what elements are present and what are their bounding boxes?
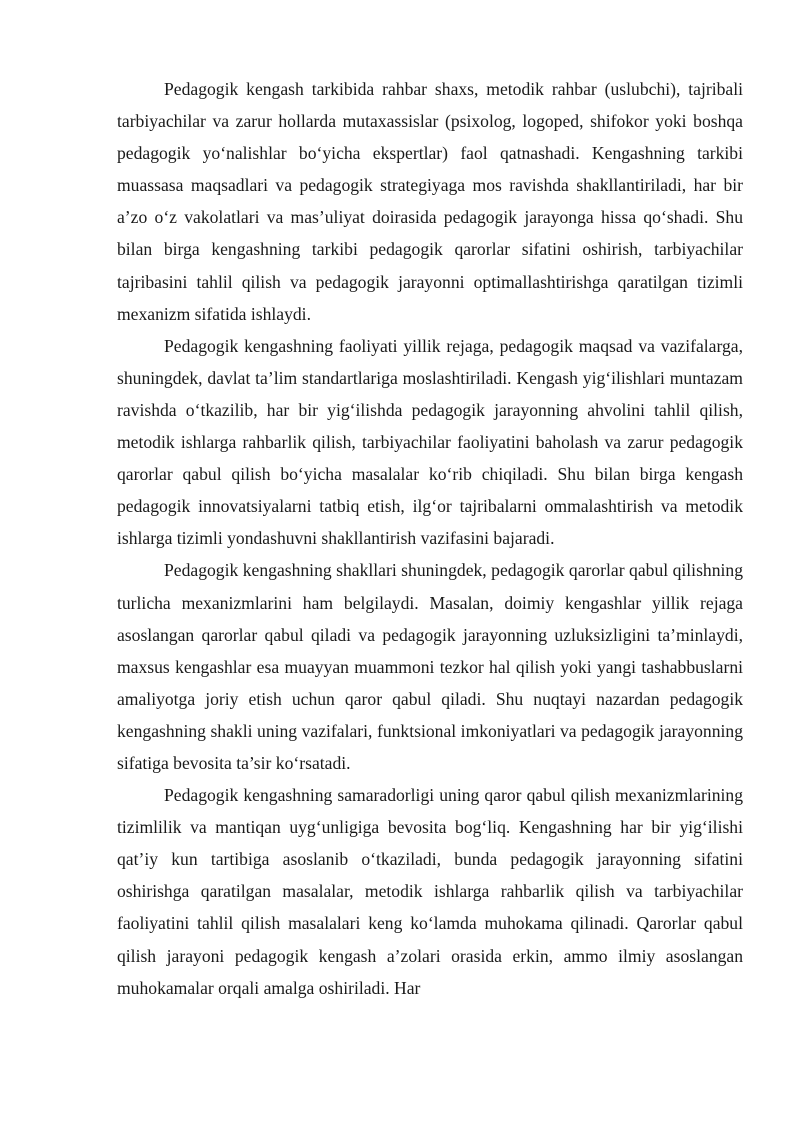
paragraph-2: Pedagogik kengashning faoliyati yillik rejaga, pedagogik maqsad va vazifalarga, shuningdek, davlat ta’lim standartlariga moslashtiriladi. Kengash yig‘ilishlari muntazam ravishda o‘tkazilib, har bir yig‘ilishda pedagogik jarayonning ahvolini tahlil qilish, metodik ishlarga rahbarlik qilish, tarbiyachilar faoliyatini baholash va zarur pedagogik qarorlar qabul qilish bo‘yicha masalalar ko‘rib chiqiladi. Shu bilan birga kengash pedagogik innovatsiyalarni tatbiq etish, ilg‘or tajribalarni ommalashtirish va metodik ishlarga tizimli yondashuvni shakllantirish vazifasini bajaradi. <box>117 335 743 549</box>
paragraph-1: Pedagogik kengash tarkibida rahbar shaxs, metodik rahbar (uslubchi), tajribali tarbiyachilar va zarur hollarda mutaxassislar (psixolog, logoped, shifokor yoki boshqa pedagogik yo‘nalishlar bo‘yicha ekspertlar) faol qatnashadi. Kengashning tarkibi muassasa maqsadlari va pedagogik strategiyaga mos ravishda shakllantiriladi, har bir a’zo o‘z vakolatlari va mas’uliyat doirasida pedagogik jarayonga hissa qo‘shadi. Shu bilan birga kengashning tarkibi pedagogik qarorlar sifatini oshirish, tarbiyachilar tajribasini tahlil qilish va pedagogik jarayonni optimallashtirishga qaratilgan tizimli mexanizm sifatida ishlaydi. <box>117 79 743 324</box>
paragraph-4: Pedagogik kengashning samaradorligi uning qaror qabul qilish mexanizmlarining tizimlilik va mantiqan uyg‘unligiga bevosita bog‘liq. Kengashning har bir yig‘ilishi qat’iy kun tartibiga asoslanib o‘tkaziladi, bunda pedagogik jarayonning sifatini oshirishga qaratilgan masalalar, metodik ishlarga rahbarlik qilish va tarbiyachilar faoliyatini tahlil qilish masalalari keng ko‘lamda muhokama qilinadi. Qarorlar qabul qilish jarayoni pedagogik kengash a’zolari orasida erkin, ammo ilmiy asoslangan muhokamalar orqali amalga oshiriladi. Har <box>117 785 743 998</box>
paragraph-3: Pedagogik kengashning shakllari shuningdek, pedagogik qarorlar qabul qilishning turlicha mexanizmlarini ham belgilaydi. Masalan, doimiy kengashlar yillik rejaga asoslangan qarorlar qabul qiladi va pedagogik jarayonning uzluksizligini ta’minlaydi, maxsus kengashlar esa muayyan muammoni tezkor hal qilish yoki yangi tashabbuslarni amaliyotga joriy etish uchun qaror qabul qiladi. Shu nuqtayi nazardan pedagogik kengashning shakli uning vazifalari, funktsional imkoniyatlari va pedagogik jarayonning sifatiga bevosita ta’sir ko‘rsatadi. <box>117 560 743 773</box>
document-page <box>117 73 743 1004</box>
